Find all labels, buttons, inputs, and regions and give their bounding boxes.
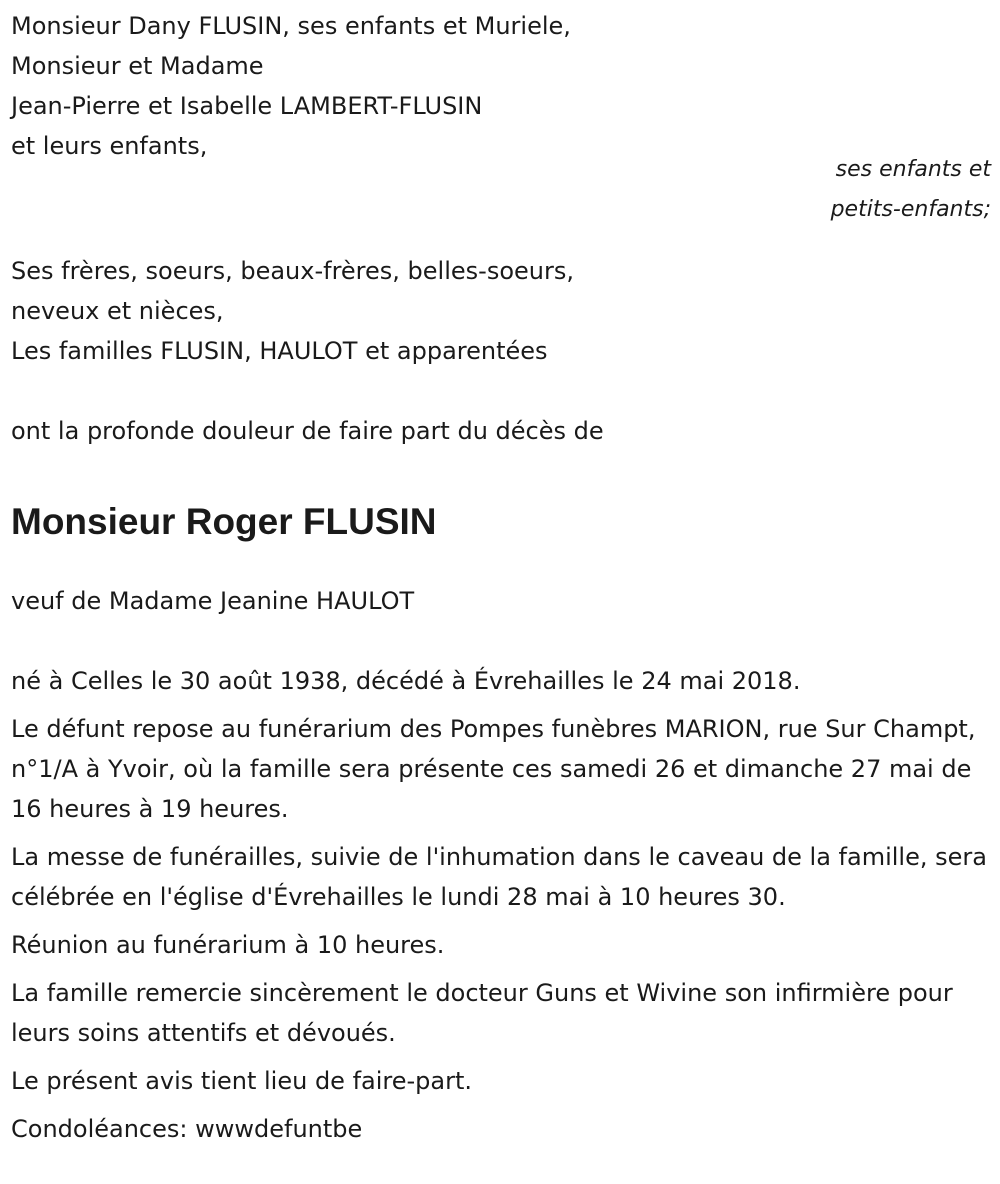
- deceased-name: Monsieur Roger FLUSIN: [11, 501, 437, 542]
- relatives-line-1: Ses frères, soeurs, beaux-frères, belles-soeurs,: [11, 257, 574, 285]
- meeting-paragraph: Réunion au funérarium à 10 heures.: [11, 931, 445, 959]
- announcement: ont la profonde douleur de faire part du décès de: [11, 417, 604, 445]
- relatives-line-3: Les familles FLUSIN, HAULOT et apparentées: [11, 337, 548, 365]
- notice-paragraph: Le présent avis tient lieu de faire-part.: [11, 1067, 473, 1095]
- repose-paragraph: Le défunt repose au funérarium des Pompes funèbres MARION, rue Sur Champt, n°1/A à Yvoir, où la famille sera présente ces samedi 26 et dimanche 27 mai de 16 heures à 19 heures.: [11, 715, 976, 823]
- condolences-paragraph: Condoléances: wwwdefuntbe: [11, 1115, 363, 1143]
- family-line-3: Jean-Pierre et Isabelle LAMBERT-FLUSIN: [11, 92, 483, 120]
- spouse-line: veuf de Madame Jeanine HAULOT: [11, 587, 415, 615]
- birth-death-paragraph: né à Celles le 30 août 1938, décédé à Évrehailles le 24 mai 2018.: [11, 667, 801, 695]
- death-notice: [11, 0, 991, 1149]
- aside-line-1: ses enfants et: [835, 157, 991, 182]
- relatives-line-2: neveux et nièces,: [11, 297, 224, 325]
- family-line-2: Monsieur et Madame: [11, 52, 264, 80]
- thanks-paragraph: La famille remercie sincèrement le docteur Guns et Wivine son infirmière pour leurs soins attentifs et dévoués.: [11, 979, 953, 1047]
- family-line-4: et leurs enfants,: [11, 132, 208, 160]
- family-line-1: Monsieur Dany FLUSIN, ses enfants et Muriele,: [11, 12, 571, 40]
- aside-line-2: petits-enfants;: [830, 197, 991, 222]
- funeral-paragraph: La messe de funérailles, suivie de l'inhumation dans le caveau de la famille, sera célébrée en l'église d'Évrehailles le lundi 28 mai à 10 heures 30.: [11, 843, 987, 911]
